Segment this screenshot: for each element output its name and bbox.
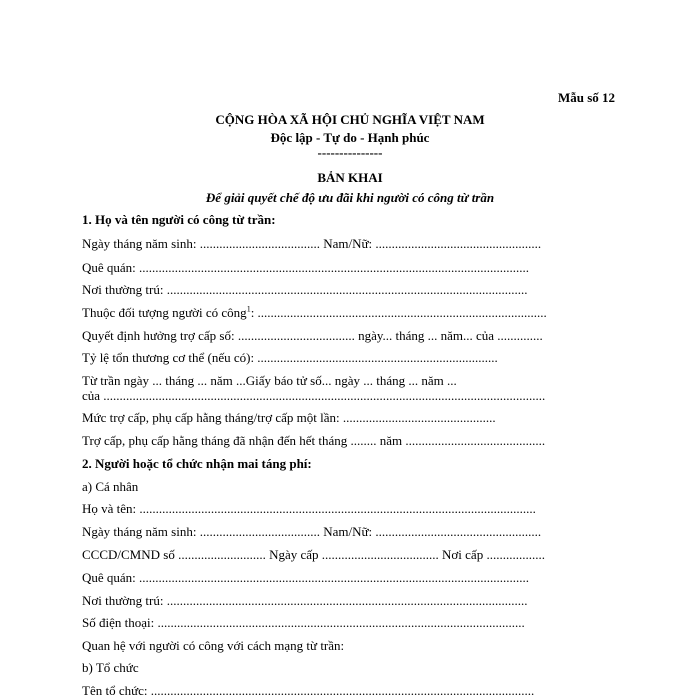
document-title: BẢN KHAI — [317, 170, 383, 185]
individual-label: a) Cá nhân — [82, 479, 139, 494]
deceased-residence-line: Nơi thường trú: ............................................................................................................... — [82, 282, 528, 297]
deceased-hometown-line: Quê quán: ........................................................................................................................ — [82, 260, 530, 275]
recipient-hometown-line: Quê quán: ........................................................................................................................ — [82, 570, 530, 585]
decision-line: Quyết định hưởng trợ cấp số: .................................... ngày... tháng ... năm... của .............. — [82, 328, 543, 343]
section2-heading: 2. Người hoặc tổ chức nhận mai táng phí: — [82, 456, 312, 471]
beneficiary-type-label: Thuộc đối tượng người có công — [82, 305, 247, 320]
document-subtitle: Để giải quyết chế độ ưu đãi khi người có công từ trần — [205, 190, 495, 205]
death-line-1: Từ trần ngày ... tháng ... năm ...Giấy báo tử số... ngày ... tháng ... năm ... — [82, 373, 457, 388]
injury-rate-line: Tỷ lệ tổn thương cơ thể (nếu có): .......................................................................... — [82, 350, 498, 365]
country-heading: CỘNG HÒA XÃ HỘI CHỦ NGHĨA VIỆT NAM — [215, 112, 485, 127]
death-line-2: của ........................................................................................................................................ — [82, 388, 546, 403]
deceased-dob-line: Ngày tháng năm sinh: ..................................... Nam/Nữ: ................................................... — [82, 236, 542, 251]
recipient-dob-line: Ngày tháng năm sinh: ..................................... Nam/Nữ: ................................................... — [82, 524, 542, 539]
recipient-name-line: Họ và tên: .......................................................................................................................... — [82, 501, 536, 516]
organization-name-line: Tên tổ chức: ...................................................................................................................... — [82, 683, 535, 698]
section1-heading: 1. Họ và tên người có công từ trần: — [82, 212, 276, 227]
organization-label: b) Tổ chức — [82, 660, 139, 675]
recipient-relation-line: Quan hệ với người có công với cách mạng từ trần: — [82, 638, 345, 653]
received-line: Trợ cấp, phụ cấp hằng tháng đã nhận đến hết tháng ........ năm ........................................... — [82, 433, 546, 448]
footnote-marker: 1 — [246, 304, 251, 314]
national-motto: Độc lập - Tự do - Hạnh phúc — [270, 130, 430, 145]
beneficiary-type-fill: : ......................................................................................... — [250, 305, 547, 320]
allowance-line: Mức trợ cấp, phụ cấp hằng tháng/trợ cấp một lần: ............................................... — [82, 410, 496, 425]
header-separator: --------------- — [317, 145, 383, 160]
form-number: Mẫu số 12 — [558, 90, 616, 105]
recipient-residence-line: Nơi thường trú: ............................................................................................................... — [82, 593, 528, 608]
beneficiary-type-line — [82, 305, 547, 321]
recipient-phone-line: Số điện thoại: ................................................................................................................. — [82, 615, 525, 630]
recipient-id-line: CCCD/CMND số ........................... Ngày cấp .................................... Nơi cấp .................. — [82, 547, 545, 562]
